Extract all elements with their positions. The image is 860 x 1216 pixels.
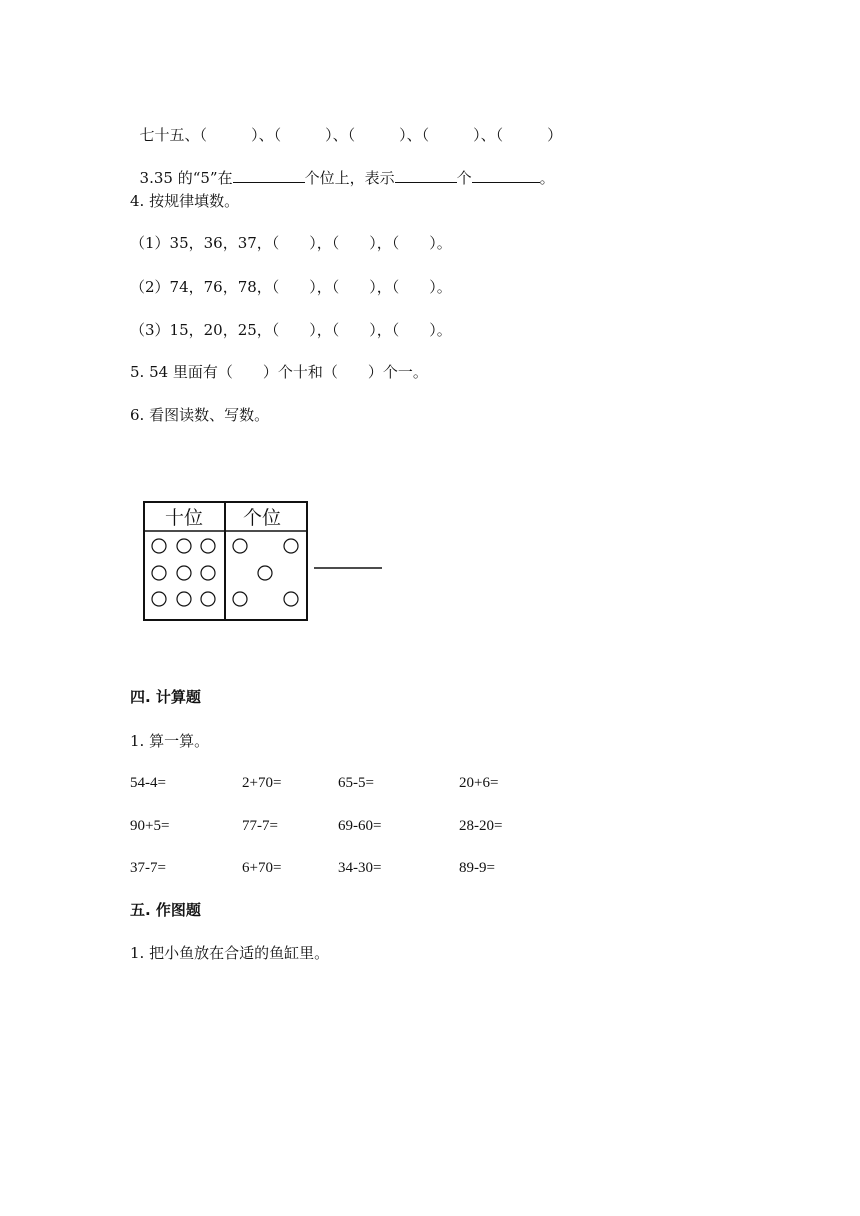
- ones-bead: [233, 539, 247, 553]
- tens-bead: [201, 539, 215, 553]
- question-5: 5. 54 里面有（ ）个十和（ ）个一。: [130, 363, 428, 381]
- question-3-text-3: 个: [456, 169, 472, 187]
- calc-2-1: 90+5=: [130, 818, 170, 834]
- calc-2-2: 77-7=: [242, 818, 278, 834]
- calc-3-4: 89-9=: [459, 860, 495, 876]
- question-3-text-4: 。: [539, 169, 555, 187]
- tens-bead: [177, 592, 191, 606]
- ones-column-header: 个位: [242, 507, 282, 529]
- answer-blank-2[interactable]: [395, 168, 457, 183]
- tens-bead: [152, 539, 166, 553]
- calc-1-3: 65-5=: [338, 775, 374, 791]
- question-number: 3.: [139, 169, 154, 187]
- section-5-title: 五. 作图题: [130, 901, 201, 919]
- question-4-row-2: （2）74，76，78，（ ），（ ），（ ）。: [130, 278, 452, 296]
- calc-2-3: 69-60=: [338, 818, 382, 834]
- question-4-title: 4. 按规律填数。: [130, 192, 240, 210]
- sequence-start: 七十五、（: [139, 126, 208, 144]
- q2-continuation: [130, 105, 562, 145]
- calc-3-1: 37-7=: [130, 860, 166, 876]
- sequence-gap-2: ）、（: [325, 126, 356, 144]
- sequence-end: ）: [547, 126, 563, 144]
- calc-1-2: 2+70=: [242, 775, 282, 791]
- question-6-title: 6. 看图读数、写数。: [130, 406, 270, 424]
- tens-bead: [201, 566, 215, 580]
- place-value-chart: [140, 498, 400, 628]
- question-3-text-2: 个位上，表示: [304, 169, 395, 187]
- calc-2-4: 28-20=: [459, 818, 503, 834]
- tens-column-header: 十位: [164, 507, 204, 529]
- question-3-text-1: 35 的“5”在: [153, 169, 233, 187]
- ones-bead: [233, 592, 247, 606]
- ones-beads: [233, 539, 298, 606]
- section-5-question-1: 1. 把小鱼放在合适的鱼缸里。: [130, 944, 330, 962]
- tens-bead: [177, 539, 191, 553]
- calc-1-1: 54-4=: [130, 775, 166, 791]
- sequence-gap-3: ）、（: [399, 126, 430, 144]
- tens-bead: [177, 566, 191, 580]
- section-4-question-1: 1. 算一算。: [130, 732, 210, 750]
- calc-3-2: 6+70=: [242, 860, 282, 876]
- calc-3-3: 34-30=: [338, 860, 382, 876]
- tens-beads: [152, 539, 215, 606]
- question-3: [130, 148, 555, 188]
- question-4-row-3: （3）15，20，25，（ ），（ ），（ ）。: [130, 321, 452, 339]
- section-4-title: 四. 计算题: [130, 688, 201, 706]
- tens-bead: [201, 592, 215, 606]
- tens-bead: [152, 566, 166, 580]
- ones-bead: [258, 566, 272, 580]
- ones-bead: [284, 592, 298, 606]
- tens-bead: [152, 592, 166, 606]
- question-4-row-1: （1）35，36，37，（ ），（ ），（ ）。: [130, 234, 452, 252]
- ones-bead: [284, 539, 298, 553]
- answer-blank-3[interactable]: [472, 168, 540, 183]
- sequence-gap-4: ）、（: [473, 126, 504, 144]
- sequence-gap-1: ）、（: [251, 126, 282, 144]
- answer-blank-1[interactable]: [233, 168, 305, 183]
- calc-1-4: 20+6=: [459, 775, 499, 791]
